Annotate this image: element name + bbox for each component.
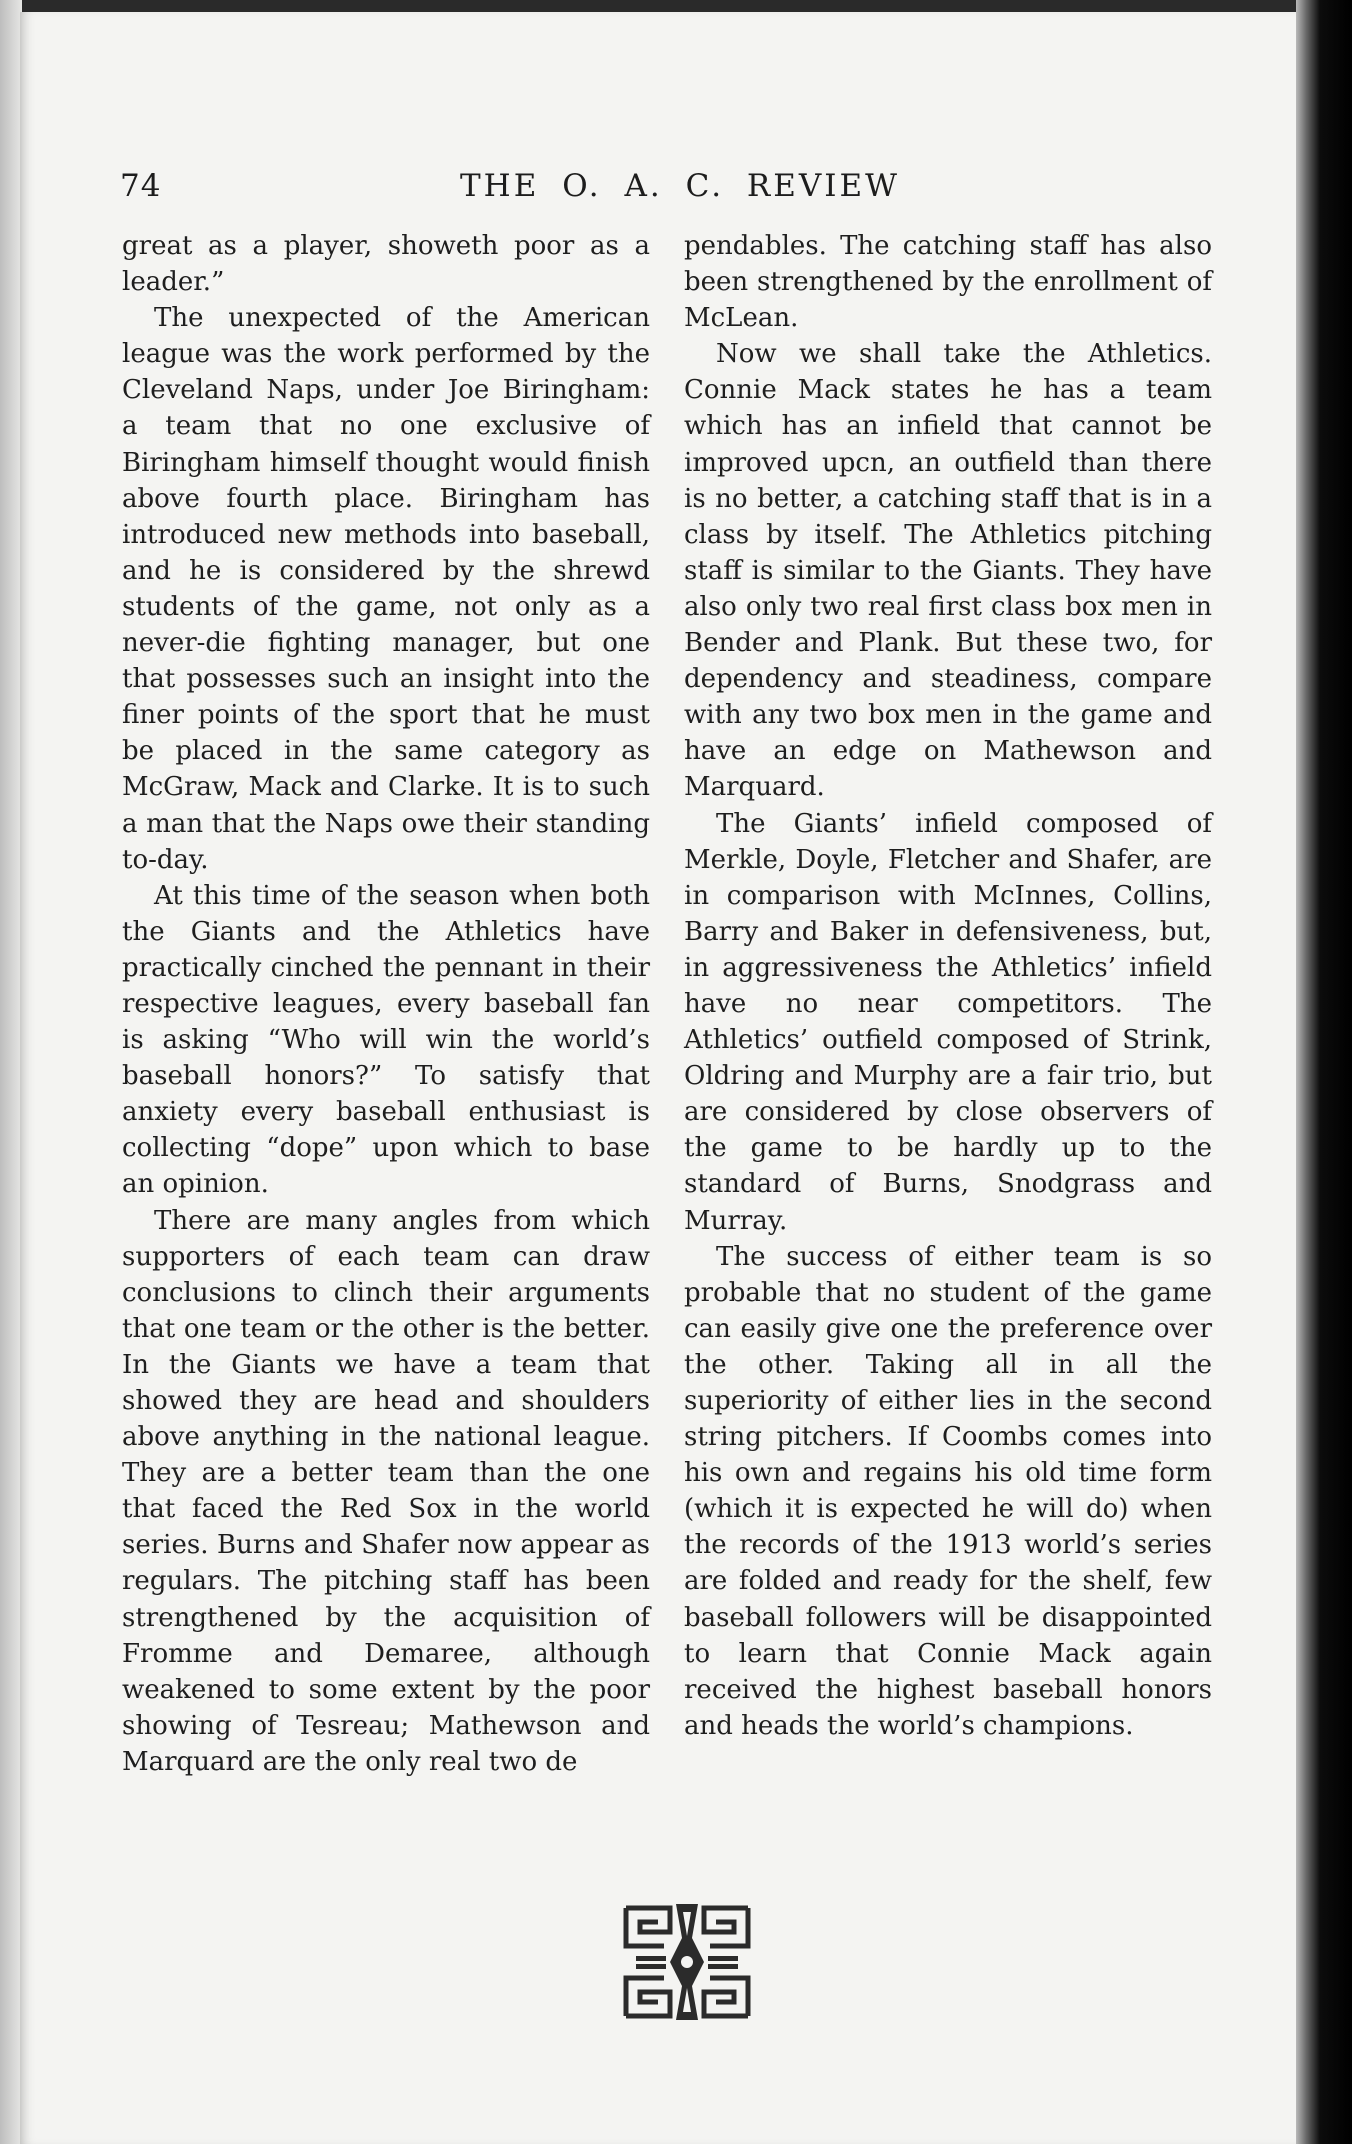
left-column [122,228,650,1780]
journal-title: THE O. A. C. REVIEW [460,168,901,204]
paragraph: The Giants’ infield composed of Merkle, Doyle, Fletcher and Shafer, are in comparison with McInnes, Collins, Barry and Baker in defensiveness, but, in aggressiveness the Athletics’ infield have no near competitors. The Athletics’ outfield composed of Strink, Oldring and Murphy are a fair trio, but are considered by close observers of the game to be hardly up to the standard of Burns, Snodgrass and Murray. [684,808,1212,1236]
paragraph: pendables. The catching staff has also been strengthened by the enrollment of McLean. [684,231,1212,334]
paragraph: great as a player, showeth poor as a leader.” [122,231,650,298]
decorative-tailpiece-icon [618,1898,756,2026]
paragraph: The unexpected of the American league was the work performed by the Cleveland Naps, under Joe Biringham: a team that no one exclusive of Biringham himself thought would finish above fourth place. Biringham has introduced new methods into baseball, and he is considered by the shrewd students of the game, not only as a never-die fighting manager, but one that possesses such an insight into the finer points of the sport that he must be placed in the same category as McGraw, Mack and Clarke. It is to such a man that the Naps owe their standing to-day. [122,303,650,875]
paragraph: Now we shall take the Athletics. Connie Mack states he has a team which has an infield that cannot be improved upcn, an outfield than there is no better, a catching staff that is in a class by itself. The Athletics pitching staff is similar to the Giants. They have also only two real first class box men in Bender and Plank. But these two, for dependency and steadiness, compare with any two box men in the game and have an edge on Mathewson and Marquard. [684,339,1212,803]
page-number: 74 [120,168,162,204]
scan-left-edge [0,0,22,2144]
paragraph: The success of either team is so probable that no student of the game can easily give one the preference over the other. Taking all in all the superiority of either lies in the second string pitchers. If Coombs comes into his own and regains his old time form (which it is expected he will do) when the records of the 1913 world’s series are folded and ready for the shelf, few baseball followers will be disappointed to learn that Connie Mack again received the highest baseball honors and heads the world’s champions. [684,1241,1212,1741]
paragraph: At this time of the season when both the Giants and the Athletics have practically cinched the pennant in their respective leagues, every baseball fan is asking “Who will win the world’s baseball honors?” To satisfy that anxiety every baseball enthusiast is collecting “dope” upon which to base an opinion. [122,880,650,1200]
running-header [120,168,1210,212]
paragraph: There are many angles from which supporters of each team can draw conclusions to clinch their arguments that one team or the other is the better. In the Giants we have a team that showed they are head and shoulders above anything in the national league. They are a better team than the one that faced the Red Sox in the world series. Burns and Shafer now appear as regulars. The pitching staff has been strengthened by the acquisition of Fromme and Demaree, although weakened to some extent by the poor showing of Tesreau; Mathewson and Marquard are the only real two de [122,1205,650,1777]
right-column [684,228,1212,1744]
scan-right-shadow [1296,0,1352,2144]
